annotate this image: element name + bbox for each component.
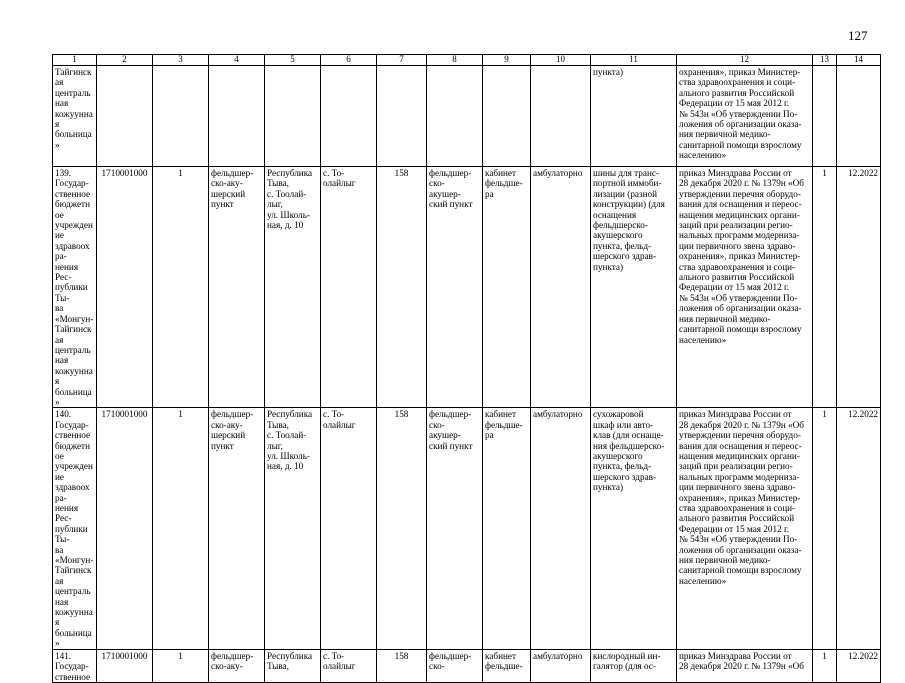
table-cell-col-9: кабинет фельдше- ра: [483, 167, 531, 408]
column-number: 5: [265, 55, 321, 66]
table-cell-col-4: фельдшер- ско-аку-: [209, 649, 265, 682]
table-cell-col-8: [427, 66, 483, 167]
table-cell-col-3: [153, 66, 209, 167]
table-cell-col-2: 1710001000: [97, 649, 153, 682]
table-cell-col-14: [837, 66, 881, 167]
table-cell-col-7: [377, 66, 427, 167]
column-number: 13: [813, 55, 837, 66]
column-number: 3: [153, 55, 209, 66]
column-number: 2: [97, 55, 153, 66]
table-row: [53, 408, 881, 649]
table-cell-col-12: охранения», приказ Министер- ства здравоохранения и соци- ального развития Российской Федерации от 15 мая 2012 г. № 543н «Об утверждении По- ложения об организации оказа- ния первичной медико- санитарной помощи взрослому населению»: [677, 66, 813, 167]
table-cell-col-10: амбулаторно: [531, 167, 591, 408]
table-cell-col-11: пункта): [591, 66, 677, 167]
table-cell-col-13: 1: [813, 649, 837, 682]
column-number: 1: [53, 55, 97, 66]
table-cell-col-6: с. То- олайлыг: [321, 649, 377, 682]
column-number: 11: [591, 55, 677, 66]
column-number: 9: [483, 55, 531, 66]
table-cell-col-5: Республика Тыва, с. Тоолай- лыг, ул. Школь- ная, д. 10: [265, 408, 321, 649]
table-cell-col-12: приказ Минздрава России от 28 декабря 2020 г. № 1379н «Об: [677, 649, 813, 682]
table-cell-col-9: [483, 66, 531, 167]
table-cell-col-13: [813, 66, 837, 167]
table-cell-col-1: 140. Государ- ственное бюджетное учреждение здравоохра- нения Рес- публики Ты- ва «Монгун- Тайгинская центральная кожуунная больница»: [53, 408, 97, 649]
table-cell-col-3: 1: [153, 167, 209, 408]
table-cell-col-2: [97, 66, 153, 167]
table-cell-col-8: фельдшер- ско- акушер- ский пункт: [427, 167, 483, 408]
table-cell-col-5: [265, 66, 321, 167]
table-cell-col-6: с. То- олайлыг: [321, 167, 377, 408]
table-cell-col-14: 12.2022: [837, 649, 881, 682]
column-number-row: [53, 55, 881, 66]
table-cell-col-13: 1: [813, 408, 837, 649]
table-cell-col-14: 12.2022: [837, 408, 881, 649]
column-number: 14: [837, 55, 881, 66]
table-cell-col-3: 1: [153, 649, 209, 682]
table-cell-col-12: приказ Минздрава России от 28 декабря 2020 г. № 1379н «Об утверждении перечня оборудо- вания для оснащения и переос- нащения медицинских органи- заций при реализации регио- нальных программ модерниза- ции первичного звена здраво- охранения», приказ Министер- ства здравоохранения и соци- ального развития Российской Федерации от 15 мая 2012 г. № 543н «Об утверждении По- ложения об организации оказа- ния первичной медико- санитарной помощи взрослому населению»: [677, 167, 813, 408]
register-table: [52, 54, 881, 683]
table-row: [53, 167, 881, 408]
table-cell-col-4: фельдшер- ско-аку- шерский пункт: [209, 408, 265, 649]
table-cell-col-13: 1: [813, 167, 837, 408]
page-number: 127: [848, 28, 868, 43]
table-row: [53, 649, 881, 682]
table-cell-col-5: Республика Тыва,: [265, 649, 321, 682]
table-cell-col-1: 139. Государ- ственное бюджетное учреждение здравоохра- нения Рес- публики Ты- ва «Монгун- Тайгинская центральная кожуунная больница»: [53, 167, 97, 408]
table-cell-col-2: 1710001000: [97, 408, 153, 649]
column-number: 4: [209, 55, 265, 66]
table-cell-col-8: фельдшер- ско-: [427, 649, 483, 682]
table-cell-col-9: кабинет фельдше-: [483, 649, 531, 682]
table-cell-col-7: 158: [377, 408, 427, 649]
table-cell-col-1: Тайгинская центральная кожуунная больница»: [53, 66, 97, 167]
column-number: 10: [531, 55, 591, 66]
table-cell-col-11: сухожаровой шкаф или авто- клав (для оснаще- ния фельдшерско- акушерского пункта, фельд- шерского здрав- пункта): [591, 408, 677, 649]
table-cell-col-4: фельдшер- ско-аку- шерский пункт: [209, 167, 265, 408]
column-number: 7: [377, 55, 427, 66]
table-cell-col-11: шины для транс- портной иммоби- лизации (разной конструкции) (для оснащения фельдшерско- акушерского пункта, фельд- шерского здрав- пункта): [591, 167, 677, 408]
table-row: [53, 66, 881, 167]
table-cell-col-7: 158: [377, 167, 427, 408]
column-number: 6: [321, 55, 377, 66]
table-cell-col-8: фельдшер- ско- акушер- ский пункт: [427, 408, 483, 649]
table-cell-col-6: с. То- олайлыг: [321, 408, 377, 649]
table-cell-col-7: 158: [377, 649, 427, 682]
table-cell-col-9: кабинет фельдше- ра: [483, 408, 531, 649]
table-cell-col-6: [321, 66, 377, 167]
table-cell-col-11: кислородный ин- галятор (для ос-: [591, 649, 677, 682]
table-cell-col-4: [209, 66, 265, 167]
table-cell-col-5: Республика Тыва, с. Тоолай- лыг, ул. Школь- ная, д. 10: [265, 167, 321, 408]
table-cell-col-14: 12.2022: [837, 167, 881, 408]
column-number: 8: [427, 55, 483, 66]
table-cell-col-10: амбулаторно: [531, 649, 591, 682]
table-cell-col-10: амбулаторно: [531, 408, 591, 649]
table-cell-col-1: 141. Государ- ственное: [53, 649, 97, 682]
table-cell-col-2: 1710001000: [97, 167, 153, 408]
table-cell-col-12: приказ Минздрава России от 28 декабря 2020 г. № 1379н «Об утверждении перечня оборудо- вания для оснащения и переос- нащения медицинских органи- заций при реализации регио- нальных программ модерниза- ции первичного звена здраво- охранения», приказ Министер- ства здравоохранения и соци- ального развития Российской Федерации от 15 мая 2012 г. № 543н «Об утверждении По- ложения об организации оказа- ния первичной медико- санитарной помощи взрослому населению»: [677, 408, 813, 649]
column-number: 12: [677, 55, 813, 66]
table-cell-col-3: 1: [153, 408, 209, 649]
table-cell-col-10: [531, 66, 591, 167]
